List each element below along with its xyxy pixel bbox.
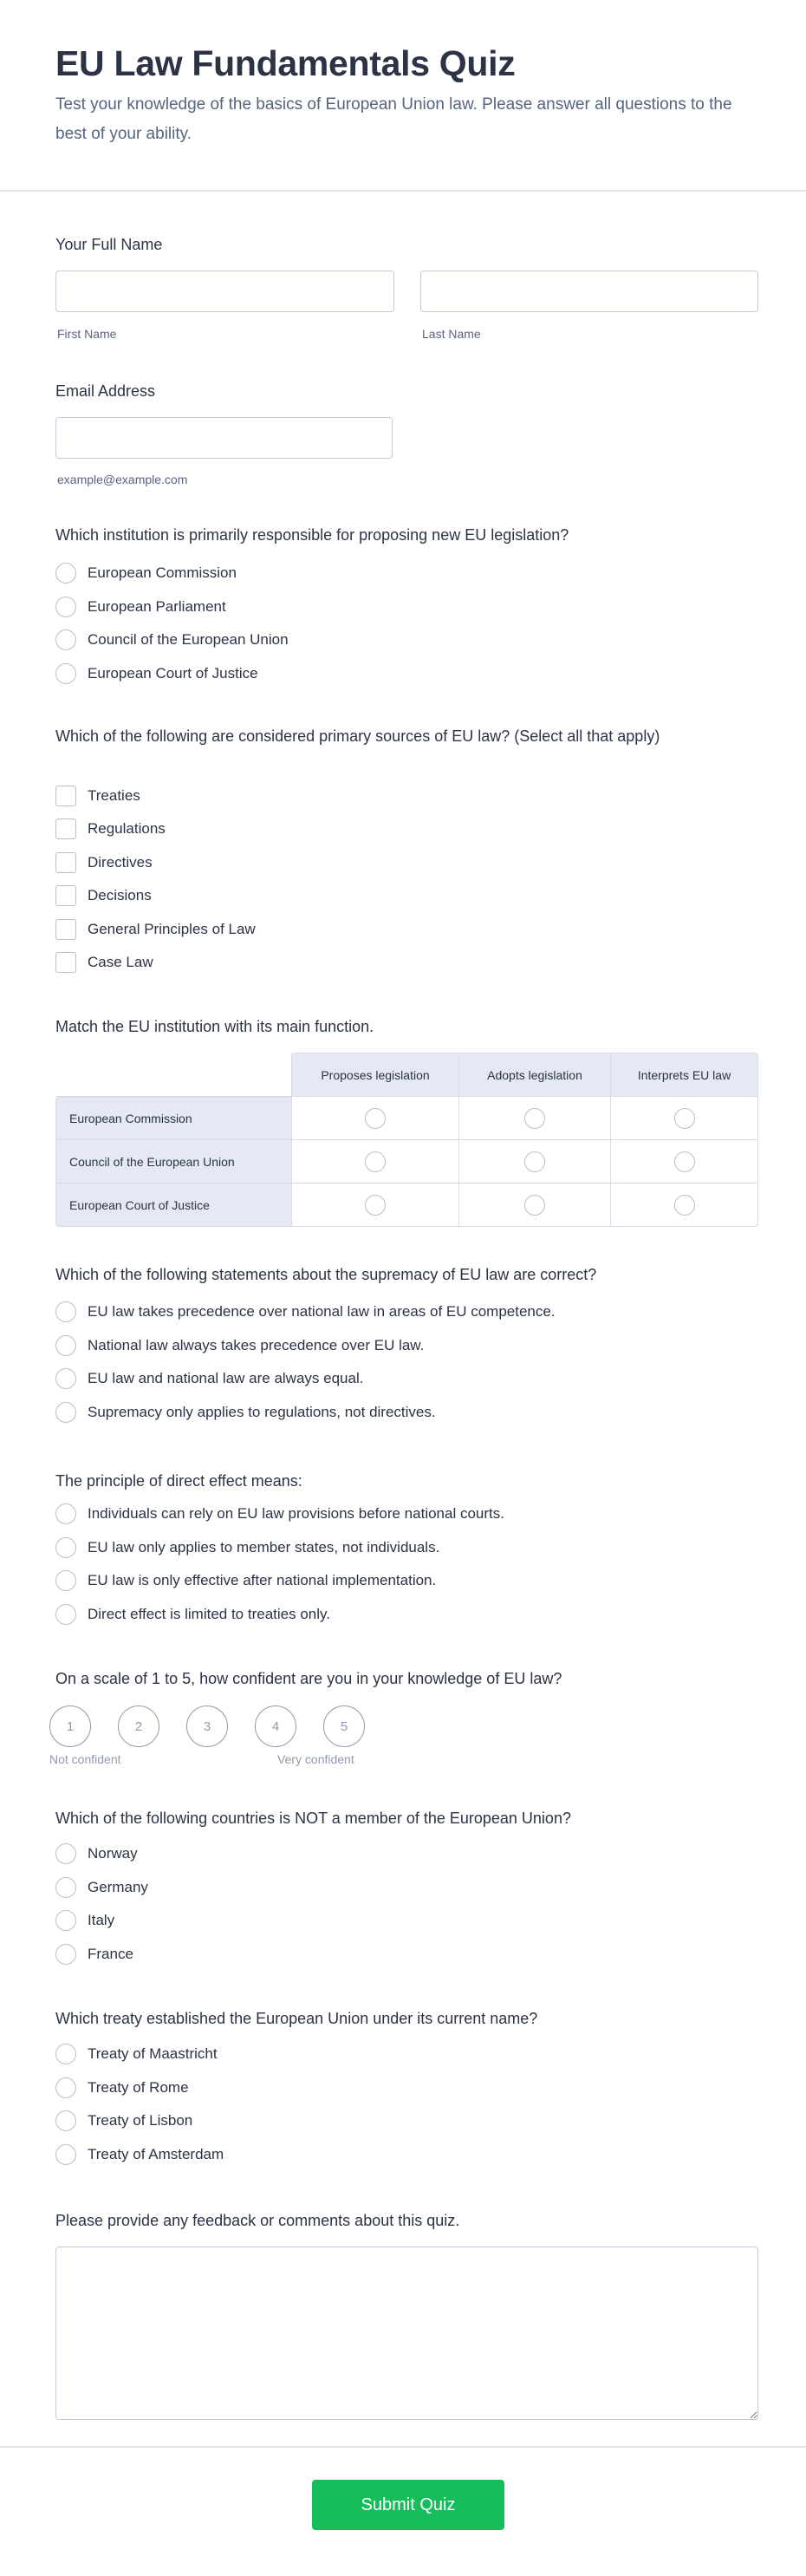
option-label: Treaty of Lisbon <box>88 2112 193 2129</box>
q4-label: Which of the following statements about the supremacy of EU law are correct? <box>55 1266 597 1283</box>
full-name-label: Your Full Name <box>55 236 163 253</box>
q8-label: Which treaty established the European Union under its current name? <box>55 2010 538 2027</box>
q2-label: Which of the following are considered primary sources of EU law? (Select all that apply) <box>55 727 660 745</box>
radio-button[interactable] <box>55 597 76 617</box>
scale-option-2[interactable]: 2 <box>118 1705 159 1747</box>
matrix-row <box>55 1097 758 1140</box>
q4-option[interactable] <box>55 1400 436 1425</box>
q4-option[interactable] <box>55 1366 363 1391</box>
radio-button[interactable] <box>55 2044 76 2064</box>
matrix-row-label: European Court of Justice <box>55 1184 292 1227</box>
scale-label: On a scale of 1 to 5, how confident are you in your knowledge of EU law? <box>55 1670 562 1687</box>
q8-option[interactable] <box>55 2109 192 2133</box>
radio-button[interactable] <box>55 663 76 684</box>
q7-option[interactable] <box>55 1842 138 1866</box>
q7-option[interactable] <box>55 1875 148 1900</box>
checkbox[interactable] <box>55 786 76 806</box>
option-label: Germany <box>88 1878 148 1895</box>
option-label: European Court of Justice <box>88 664 258 681</box>
first-name-input[interactable] <box>55 271 394 312</box>
scale-option-4[interactable]: 4 <box>255 1705 296 1747</box>
option-label: Treaty of Maastricht <box>88 2045 218 2062</box>
matrix-radio[interactable] <box>674 1108 695 1129</box>
radio-button[interactable] <box>55 2110 76 2131</box>
checkbox[interactable] <box>55 952 76 973</box>
q5-option[interactable] <box>55 1568 436 1593</box>
q8-option[interactable] <box>55 2076 189 2100</box>
matrix-radio[interactable] <box>524 1151 545 1172</box>
radio-button[interactable] <box>55 1843 76 1864</box>
matrix-col-header: Interprets EU law <box>611 1053 758 1097</box>
first-name-sublabel: First Name <box>57 327 117 341</box>
radio-button[interactable] <box>55 629 76 650</box>
q1-label: Which institution is primarily responsible for proposing new EU legislation? <box>55 526 569 544</box>
q7-label: Which of the following countries is NOT a member of the European Union? <box>55 1810 571 1827</box>
header-divider <box>0 190 806 192</box>
q2-option[interactable] <box>55 784 140 808</box>
matrix-corner <box>55 1053 292 1097</box>
email-input[interactable] <box>55 417 393 459</box>
radio-button[interactable] <box>55 1537 76 1558</box>
matrix-radio[interactable] <box>674 1151 695 1172</box>
q5-option[interactable] <box>55 1602 330 1627</box>
option-label: Supremacy only applies to regulations, not directives. <box>88 1404 436 1421</box>
matrix-radio[interactable] <box>365 1151 386 1172</box>
matrix-row <box>55 1184 758 1227</box>
option-label: Direct effect is limited to treaties only. <box>88 1606 330 1623</box>
q5-label: The principle of direct effect means: <box>55 1472 302 1490</box>
matrix-radio[interactable] <box>524 1108 545 1129</box>
scale-option-5[interactable]: 5 <box>323 1705 365 1747</box>
matrix-col-header: Proposes legislation <box>292 1053 459 1097</box>
matrix-radio[interactable] <box>524 1195 545 1216</box>
radio-button[interactable] <box>55 1910 76 1931</box>
radio-button[interactable] <box>55 1402 76 1423</box>
feedback-textarea[interactable] <box>55 2247 758 2420</box>
matrix-row <box>55 1140 758 1184</box>
matrix-row-label: Council of the European Union <box>55 1140 292 1184</box>
option-label: Italy <box>88 1912 115 1929</box>
option-label: EU law and national law are always equal. <box>88 1370 364 1387</box>
last-name-input[interactable] <box>420 271 758 312</box>
option-label: European Commission <box>88 564 237 581</box>
radio-button[interactable] <box>55 1570 76 1591</box>
option-label: Treaties <box>88 787 140 804</box>
radio-button[interactable] <box>55 1604 76 1625</box>
radio-button[interactable] <box>55 1335 76 1356</box>
radio-button[interactable] <box>55 563 76 584</box>
q4-option[interactable] <box>55 1300 556 1324</box>
radio-button[interactable] <box>55 1944 76 1965</box>
option-label: Norway <box>88 1845 138 1862</box>
q5-option[interactable] <box>55 1502 504 1526</box>
option-label: Treaty of Amsterdam <box>88 2146 224 2163</box>
matrix-radio[interactable] <box>674 1195 695 1216</box>
email-hint: example@example.com <box>57 473 188 486</box>
q2-option[interactable] <box>55 851 153 875</box>
option-label: Council of the European Union <box>88 631 289 648</box>
matrix-radio[interactable] <box>365 1195 386 1216</box>
option-label: Decisions <box>88 887 152 904</box>
q1-option[interactable] <box>55 561 237 585</box>
last-name-sublabel: Last Name <box>422 327 481 341</box>
footer-divider <box>0 2446 806 2448</box>
page-title: EU Law Fundamentals Quiz <box>55 43 516 83</box>
feedback-label: Please provide any feedback or comments about this quiz. <box>55 2212 460 2229</box>
q7-option[interactable] <box>55 1942 133 1966</box>
submit-button[interactable]: Submit Quiz <box>312 2480 504 2530</box>
matrix-label: Match the EU institution with its main function. <box>55 1018 374 1035</box>
option-label: Individuals can rely on EU law provisions before national courts. <box>88 1505 504 1522</box>
q4-option[interactable] <box>55 1334 424 1358</box>
q7-option[interactable] <box>55 1908 114 1933</box>
radio-button[interactable] <box>55 1368 76 1389</box>
q8-option[interactable] <box>55 2142 224 2167</box>
q2-option[interactable] <box>55 884 152 908</box>
q1-option[interactable] <box>55 628 289 652</box>
checkbox[interactable] <box>55 852 76 873</box>
matrix-col-header: Adopts legislation <box>459 1053 611 1097</box>
q5-option[interactable] <box>55 1536 439 1560</box>
option-label: Regulations <box>88 820 166 838</box>
radio-button[interactable] <box>55 1877 76 1898</box>
radio-button[interactable] <box>55 2077 76 2098</box>
page-subtitle: Test your knowledge of the basics of European Union law. Please answer all questions to the best of your ability. <box>55 95 732 143</box>
q8-option[interactable] <box>55 2042 218 2066</box>
scale-option-3[interactable]: 3 <box>186 1705 228 1747</box>
option-label: General Principles of Law <box>88 920 256 937</box>
option-label: EU law takes precedence over national law in areas of EU competence. <box>88 1303 556 1320</box>
option-label: Directives <box>88 853 153 871</box>
q2-option[interactable] <box>55 817 166 841</box>
q2-option[interactable] <box>55 917 256 942</box>
option-label: European Parliament <box>88 597 226 615</box>
email-label: Email Address <box>55 382 156 400</box>
q1-option[interactable] <box>55 595 226 619</box>
option-label: Case Law <box>88 954 153 970</box>
matrix-radio[interactable] <box>365 1108 386 1129</box>
option-label: France <box>88 1946 133 1963</box>
q2-option[interactable] <box>55 950 153 975</box>
matrix-table <box>55 1053 758 1227</box>
radio-button[interactable] <box>55 1503 76 1524</box>
checkbox[interactable] <box>55 919 76 940</box>
q1-option[interactable] <box>55 662 258 686</box>
option-label: National law always takes precedence over EU law. <box>88 1336 425 1353</box>
scale-high-label: Very confident <box>277 1752 354 1766</box>
matrix-row-label: European Commission <box>55 1097 292 1140</box>
option-label: Treaty of Rome <box>88 2078 189 2096</box>
scale-option-1[interactable]: 1 <box>49 1705 91 1747</box>
radio-button[interactable] <box>55 1301 76 1322</box>
radio-button[interactable] <box>55 2144 76 2165</box>
scale-low-label: Not confident <box>49 1752 121 1766</box>
checkbox[interactable] <box>55 818 76 839</box>
option-label: EU law is only effective after national implementation. <box>88 1572 437 1589</box>
checkbox[interactable] <box>55 885 76 906</box>
option-label: EU law only applies to member states, not individuals. <box>88 1538 440 1555</box>
